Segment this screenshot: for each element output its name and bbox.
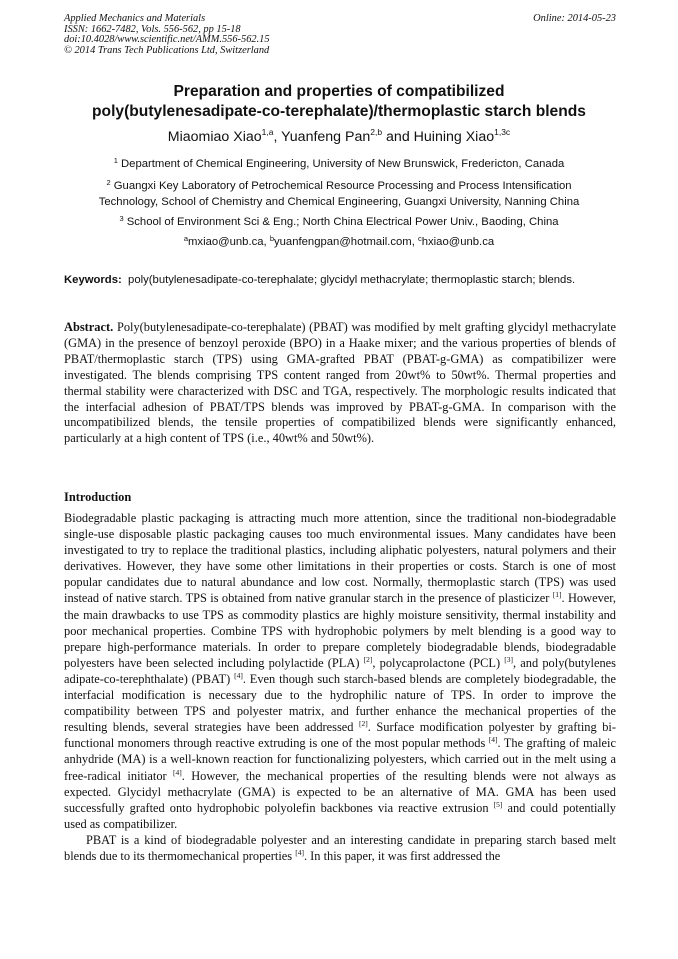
copyright-line: © 2014 Trans Tech Publications Ltd, Switzerland <box>64 44 270 56</box>
affiliation-text: Technology, School of Chemistry and Chemical Engineering, Guangxi University, Nanning China <box>98 196 580 208</box>
title-line-2: poly(butylenesadipate-co-terephalate)/thermoplastic starch blends <box>92 103 586 120</box>
author-separator: and <box>382 129 414 145</box>
affiliation-number: 3 <box>119 214 124 223</box>
abstract-label: Abstract. <box>64 320 114 334</box>
affiliation-number: 1 <box>113 156 118 165</box>
author-name: Miaomiao Xiao <box>167 129 262 145</box>
paragraph-text: and could potentially used as compatibilizer. <box>64 800 616 831</box>
citation-ref[interactable]: [2] <box>359 719 368 729</box>
title-line-1: Preparation and properties of compatibilized <box>173 83 505 100</box>
paragraph-text: , polycaprolactone (PCL) <box>372 655 505 670</box>
paragraph-text: . However, the main drawbacks to use TPS as commodity plastics are highly moisture sensitivity, thermal instability and poor mechanical properties. Combine TPS with hydrophobic polymers by melt blending is a good way to prepare high-performance materials. In order to prepare completely biodegradable blends, biodegradable polyesters have been selected including polylactide (PLA) <box>64 591 616 670</box>
affiliation-number: 2 <box>106 178 111 187</box>
citation-ref[interactable]: [4] <box>234 670 243 680</box>
paragraph-text: . However, the mechanical properties of the resulting blends were not always as expected. Glycidyl methacrylate (GMA) is expected to be an alternative of MA. GMA has been used successfully grafted onto hydrophobic polyolefin backbones via reactive extrusion <box>64 768 616 815</box>
affiliation-2 <box>40 178 638 210</box>
affiliation-text: Guangxi Key Laboratory of Petrochemical Resource Processing and Process Intensification <box>113 180 572 192</box>
paragraph-text: PBAT is a kind of biodegradable polyester and an interesting candidate in preparing starch based melt blends due to its thermomechanical properties <box>64 832 616 863</box>
journal-name: Applied Mechanics and Materials <box>64 13 206 24</box>
affiliation-1 <box>40 156 638 172</box>
affiliation-text: Department of Chemical Engineering, University of New Brunswick, Fredericton, Canada <box>121 158 565 170</box>
journal-header <box>64 14 616 56</box>
affiliation-3 <box>40 214 638 230</box>
keywords-label: Keywords: <box>64 274 122 286</box>
keywords <box>64 272 616 288</box>
paragraph-text: Biodegradable plastic packaging is attracting much more attention, since the traditional non-biodegradable single-use disposable plastic packaging causes too much environmental issues. Many candidates have been investigated to try to replace the traditional plastics, including aliphatic polyesters, natural polymers and their derivatives. However, they have some other limitations in their properties or costs. Starch is one of most popular candidates due to natural abundance and low cost. Normally, thermoplastic starch (TPS) was used instead of native starch. TPS is obtained from native granular starch in the presence of plasticizer <box>64 511 616 606</box>
citation-ref[interactable]: [1] <box>552 590 562 600</box>
introduction-body <box>64 510 616 864</box>
intro-paragraph-2 <box>64 832 616 864</box>
citation-ref[interactable]: [4] <box>173 767 182 777</box>
section-heading-introduction: Introduction <box>64 490 132 504</box>
author-affiliation-mark: 2,b <box>370 127 383 137</box>
citation-ref[interactable]: [4] <box>488 735 498 745</box>
email-mark: c <box>417 234 422 243</box>
issn-line: ISSN: 1662-7482, Vols. 556-562, pp 15-18 <box>64 23 241 35</box>
paragraph-text: . Surface modification polyester by grafting bi-functional monomers through reactive extruding is one of the most popular methods <box>64 720 616 751</box>
email-mark: a <box>183 234 189 243</box>
affiliation-text: School of Environment Sci & Eng.; North China Electrical Power Univ., Baoding, China <box>126 216 559 228</box>
email-link[interactable]: mxiao@unb.ca <box>188 236 264 248</box>
citation-ref[interactable]: [5] <box>493 799 503 809</box>
intro-paragraph-1 <box>64 510 616 832</box>
author-name: Huining Xiao <box>413 129 495 145</box>
author-affiliation-mark: 1,a <box>261 127 274 137</box>
paragraph-text: . Even though such starch-based blends are completely biodegradable, the interfacial modification is necessary due to the hydrophilic nature of TPS. In order to improve the compatibility between TPS and polyester matrix, and further enhance the mechanical properties of the resulting blends, several strategies have been addressed <box>64 671 616 735</box>
online-date: Online: 2014-05-23 <box>533 13 616 24</box>
email-separator: , <box>411 236 418 248</box>
paper-title <box>40 82 638 122</box>
paragraph-text: . In this paper, it was first addressed the <box>303 848 501 863</box>
email-mark: b <box>269 234 274 243</box>
citation-ref[interactable]: [4] <box>295 847 304 857</box>
author-list <box>40 128 638 146</box>
doi-line: doi:10.4028/www.scientific.net/AMM.556-562.15 <box>64 34 270 46</box>
email-link[interactable]: hxiao@unb.ca <box>421 236 495 248</box>
email-link[interactable]: yuanfengpan@hotmail.com <box>274 236 412 248</box>
author-emails <box>40 234 638 250</box>
author-name: Yuanfeng Pan <box>281 129 371 145</box>
citation-ref[interactable]: [3] <box>504 654 514 664</box>
citation-ref[interactable]: [2] <box>363 654 373 664</box>
abstract-text: Poly(butylenesadipate-co-terephalate) (PBAT) was modified by melt grafting glycidyl methacrylate (GMA) in the presence of benzoyl peroxide (BPO) in a Haake mixer; and the various properties of blends of PBAT/thermoplastic starch (TPS) using GMA-grafted PBAT (PBAT-g-GMA) as compatibilizer were investigated. The blends comprising TPS content ranged from 20wt% to 50wt%. Thermal properties and thermal stability were characterized with DSC and TGA, respectively. The morphologic results indicated that the interfacial adhesion of PBAT/TPS blends was improved by PBAT-g-GMA. In comparison with the uncompatibilized blends, the tensile properties of compatibilized blends were significantly enhanced, particularly at a high content of TPS (i.e., 40wt% and 50wt%). <box>64 320 616 446</box>
email-separator: , <box>263 236 270 248</box>
paragraph-text: , and poly(butylenes adipate-co-terephthalate) (PBAT) <box>64 655 616 686</box>
abstract <box>64 320 616 447</box>
author-separator: , <box>273 129 282 145</box>
author-affiliation-mark: 1,3c <box>494 127 511 137</box>
paragraph-text: . The grafting of maleic anhydride (MA) is a well-known reaction for functionalizing polyesters, which carried out in the melt using a free-radical initiator <box>64 736 616 783</box>
keywords-text: poly(butylenesadipate-co-terephalate; glycidyl methacrylate; thermoplastic starch; blends. <box>128 274 576 286</box>
